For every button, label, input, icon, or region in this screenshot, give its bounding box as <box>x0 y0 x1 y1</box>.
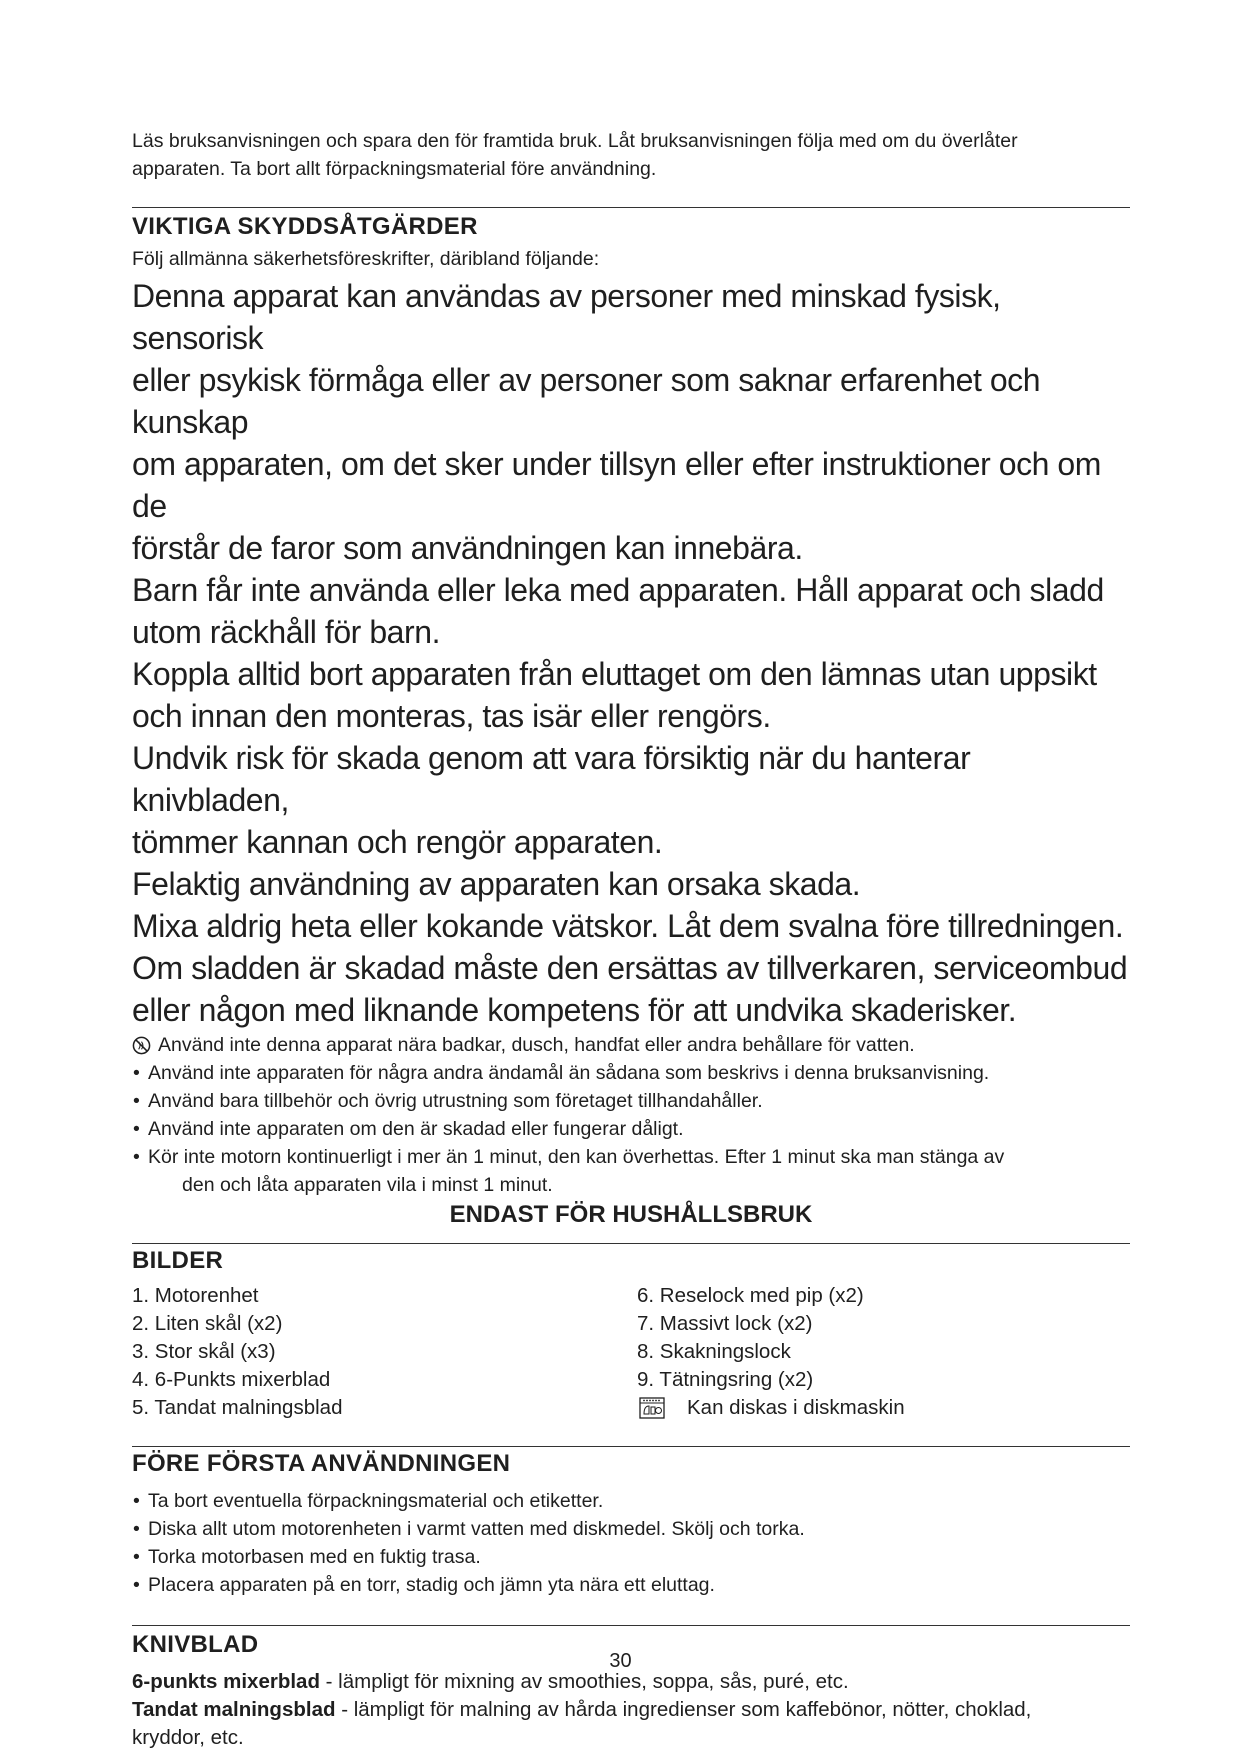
list-item-continuation <box>132 1171 1130 1199</box>
no-water-icon <box>132 1036 151 1055</box>
list-item <box>132 1059 1130 1087</box>
safeguards-list <box>132 1031 1130 1199</box>
list-item-text: Kör inte motorn kontinuerligt i mer än 1 minut, den kan överhettas. Efter 1 minut ska man stänga av <box>148 1146 1005 1168</box>
list-item <box>132 1143 1130 1171</box>
list-item <box>132 1543 1130 1571</box>
safeguards-lead: Följ allmänna säkerhetsföreskrifter, däribland följande: <box>132 248 600 270</box>
part-item: 4. 6-Punkts mixerblad <box>132 1368 331 1391</box>
part-item: 8. Skakningslock <box>637 1340 791 1363</box>
document-page <box>132 127 1130 1752</box>
list-item-text: Torka motorbasen med en fuktig trasa. <box>148 1546 481 1568</box>
large-text-line: förstår de faror som användningen kan innebära. <box>132 530 803 566</box>
dishwasher-icon <box>639 1397 665 1419</box>
safeguards-section <box>132 212 1130 1231</box>
intro-line: Läs bruksanvisningen och spara den för framtida bruk. Låt bruksanvisningen följa med om du överlåter <box>132 130 1018 152</box>
pictures-section <box>132 1246 1130 1422</box>
list-item-text: Ta bort eventuella förpackningsmaterial och etiketter. <box>148 1490 604 1512</box>
dishwasher-text: Kan diskas i diskmaskin <box>687 1396 905 1419</box>
part-item: 6. Reselock med pip (x2) <box>637 1284 864 1307</box>
page-number: 30 <box>609 1650 632 1672</box>
pictures-title: BILDER <box>132 1247 224 1274</box>
parts-list-left <box>132 1282 637 1422</box>
parts-columns <box>132 1282 1130 1422</box>
large-text-line: och innan den monteras, tas isär eller rengörs. <box>132 698 771 734</box>
household-use-notice: ENDAST FÖR HUSHÅLLSBRUK <box>449 1201 813 1228</box>
safeguards-title: VIKTIGA SKYDDSÅTGÄRDER <box>132 213 478 240</box>
dishwasher-note <box>637 1394 1117 1422</box>
list-item-text: Diska allt utom motorenheten i varmt vatten med diskmedel. Skölj och torka. <box>148 1518 805 1540</box>
blade-text: - lämpligt för mixning av smoothies, soppa, sås, puré, etc. <box>319 1670 849 1693</box>
list-item <box>132 1515 1130 1543</box>
intro-line: apparaten. Ta bort allt förpackningsmaterial före användning. <box>132 158 657 180</box>
large-text-line: eller psykisk förmåga eller av personer som saknar erfarenhet och kunskap <box>132 362 1041 440</box>
section-divider <box>132 1243 1130 1244</box>
list-item <box>132 1087 1130 1115</box>
list-item-text: Använd inte apparaten om den är skadad eller fungerar dåligt. <box>148 1118 684 1140</box>
list-item-text: Använd inte denna apparat nära badkar, dusch, handfat eller andra behållare för vatten. <box>158 1034 915 1056</box>
part-item: 3. Stor skål (x3) <box>132 1340 276 1363</box>
before-first-use-list <box>132 1487 1130 1599</box>
list-item-text: Placera apparaten på en torr, stadig och jämn yta nära ett eluttag. <box>148 1574 715 1596</box>
blade-description <box>132 1696 1130 1724</box>
large-text-line: tömmer kannan och rengör apparaten. <box>132 824 663 860</box>
list-item <box>132 1487 1130 1515</box>
blades-title: KNIVBLAD <box>132 1631 259 1658</box>
before-first-use-title: FÖRE FÖRSTA ANVÄNDNINGEN <box>132 1450 511 1477</box>
section-divider <box>132 1446 1130 1447</box>
large-text-line: Felaktig användning av apparaten kan orsaka skada. <box>132 866 861 902</box>
large-text-line: om apparaten, om det sker under tillsyn eller efter instruktioner och om de <box>132 446 1101 524</box>
blade-name: Tandat malningsblad <box>132 1698 336 1721</box>
large-text-line: Denna apparat kan användas av personer med minskad fysisk, sensorisk <box>132 278 1001 356</box>
blade-text: - lämpligt för malning av hårda ingredienser som kaffebönor, nötter, choklad, <box>335 1698 1032 1721</box>
list-item <box>132 1031 1130 1059</box>
large-text-line: Koppla alltid bort apparaten från eluttaget om den lämnas utan uppsikt <box>132 656 1097 692</box>
part-item: 5. Tandat malningsblad <box>132 1396 343 1419</box>
list-item <box>132 1115 1130 1143</box>
section-divider <box>132 207 1130 208</box>
parts-list-right <box>637 1282 1117 1422</box>
blades-section <box>132 1630 1130 1752</box>
safeguards-large-text <box>132 275 1130 1031</box>
list-item-text: Använd bara tillbehör och övrig utrustning som företaget tillhandahåller. <box>148 1090 763 1112</box>
section-divider <box>132 1625 1130 1626</box>
before-first-use-section <box>132 1449 1130 1599</box>
large-text-line: Mixa aldrig heta eller kokande vätskor. Låt dem svalna före tillredningen. <box>132 908 1124 944</box>
part-item: 9. Tätningsring (x2) <box>637 1368 814 1391</box>
blade-description-continuation: kryddor, etc. <box>132 1726 244 1749</box>
list-item-text: Använd inte apparaten för några andra ändamål än sådana som beskrivs i denna bruksanvisning. <box>148 1062 990 1084</box>
large-text-line: Barn får inte använda eller leka med apparaten. Håll apparat och sladd <box>132 572 1104 608</box>
part-item: 2. Liten skål (x2) <box>132 1312 283 1335</box>
large-text-line: eller någon med liknande kompetens för att undvika skaderisker. <box>132 992 1017 1028</box>
part-item: 1. Motorenhet <box>132 1284 259 1307</box>
large-text-line: utom räckhåll för barn. <box>132 614 441 650</box>
intro-paragraph <box>132 127 1130 183</box>
blade-name: 6-punkts mixerblad <box>132 1670 320 1693</box>
large-text-line: Undvik risk för skada genom att vara försiktig när du hanterar knivbladen, <box>132 740 971 818</box>
large-text-line: Om sladden är skadad måste den ersättas av tillverkaren, serviceombud <box>132 950 1128 986</box>
list-item-text: den och låta apparaten vila i minst 1 minut. <box>182 1174 553 1196</box>
list-item <box>132 1571 1130 1599</box>
part-item: 7. Massivt lock (x2) <box>637 1312 813 1335</box>
